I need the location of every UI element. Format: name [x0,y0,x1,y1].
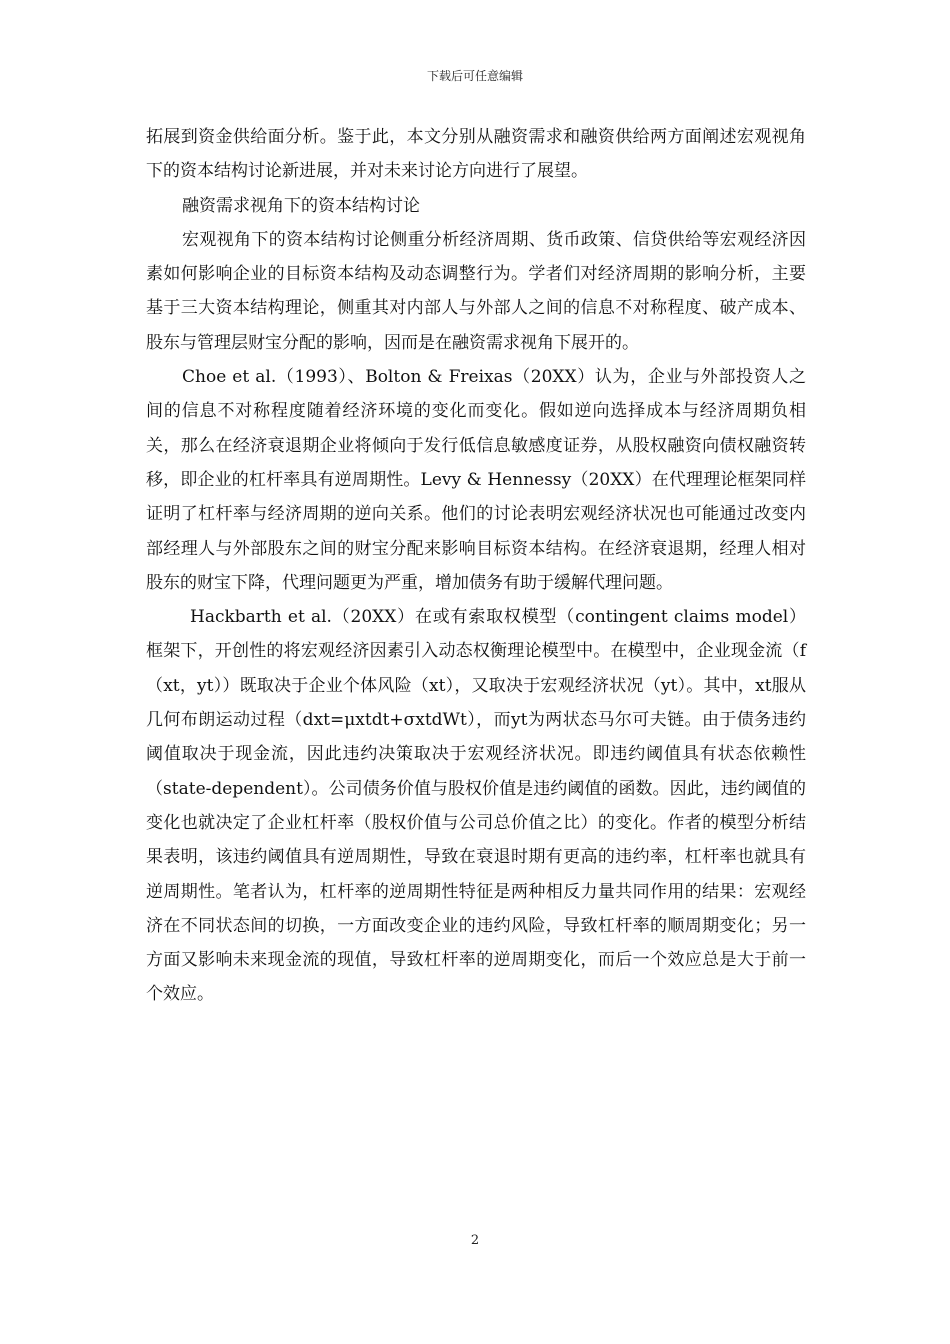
page-header: 下载后可任意编辑 [426,69,523,83]
paragraph-continuation: 拓展到资金供给面分析。鉴于此，本文分别从融资需求和融资供给两方面阐述宏观视角下的资本结构讨论新进展，并对未来讨论方向进行了展望。 [146,127,806,182]
paragraph: Hackbarth et al.（20XX）在或有索取权模型（contingent claims model）框架下，开创性的将宏观经济因素引入动态权衡理论模型中。在模型中，企业现金流（f（xt，yt））既取决于企业个体风险（xt），又取决于宏观经济状况（yt）。其中，xt服从几何布朗运动过程（dxt=μxtdt+σxtdWt），而yt为两状态马尔可夫链。由于债务违约阈值取决于现金流，因此违约决策取决于宏观经济状况。即违约阈值具有状态依赖性（state-dependent）。公司债务价值与股权价值是违约阈值的函数。因此，违约阈值的变化也就决定了企业杠杆率（股权价值与公司总价值之比）的变化。作者的模型分析结果表明，该违约阈值具有逆周期性，导致在衰退时期有更高的违约率，杠杆率也就具有逆周期性。笔者认为，杠杆率的逆周期性特征是两种相反力量共同作用的结果：宏观经济在不同状态间的切换，一方面改变企业的违约风险，导致杠杆率的顺周期变化；另一方面又影响未来现金流的现值，导致杠杆率的逆周期变化，而后一个效应总是大于前一个效应。 [146,607,806,1005]
body-text [146,120,806,1012]
paragraph: Choe et al.（1993）、Bolton & Freixas（20XX）认为，企业与外部投资人之间的信息不对称程度随着经济环境的变化而变化。假如逆向选择成本与经济周期负相关，那么在经济衰退期企业将倾向于发行低信息敏感度证券，从股权融资向债权融资转移，即企业的杠杆率具有逆周期性。Levy & Hennessy（20XX）在代理理论框架同样证明了杠杆率与经济周期的逆向关系。他们的讨论表明宏观经济状况也可能通过改变内部经理人与外部股东之间的财宝分配来影响目标资本结构。在经济衰退期，经理人相对股东的财宝下降，代理问题更为严重，增加债务有助于缓解代理问题。 [146,367,806,593]
paragraph: 宏观视角下的资本结构讨论侧重分析经济周期、货币政策、信贷供给等宏观经济因素如何影响企业的目标资本结构及动态调整行为。学者们对经济周期的影响分析，主要基于三大资本结构理论，侧重其对内部人与外部人之间的信息不对称程度、破产成本、股东与管理层财宝分配的影响，因而是在融资需求视角下展开的。 [146,229,806,353]
page-number: 2 [470,1233,480,1248]
section-heading: 融资需求视角下的资本结构讨论 [182,195,420,216]
